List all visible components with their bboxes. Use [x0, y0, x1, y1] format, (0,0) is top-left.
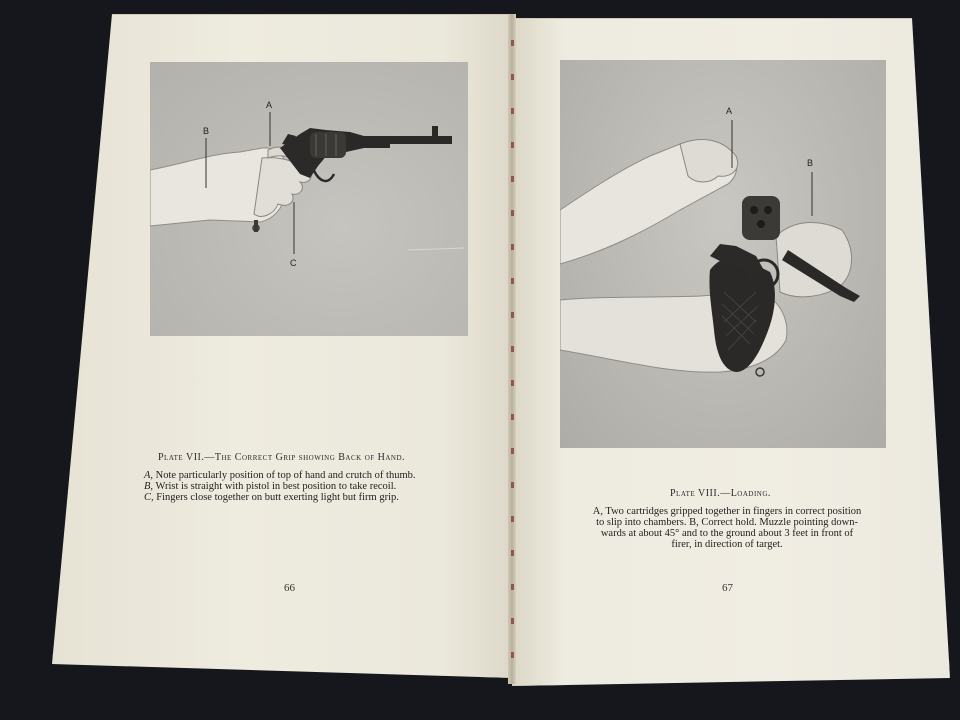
- callout-b: B: [807, 158, 814, 168]
- plate-viii-caption-body: [562, 506, 892, 550]
- caption-line-b: [144, 481, 460, 492]
- caption-key: A,: [144, 470, 154, 481]
- plate-viii-photo: [560, 60, 886, 448]
- plate-vii-caption-body: [144, 470, 460, 503]
- caption-line: wards at about 45° and to the ground about 3 feet in front of: [600, 528, 854, 539]
- caption-line: A, Two cartridges gripped together in fingers in correct position: [592, 506, 862, 517]
- callout-a: A: [266, 100, 273, 110]
- binding-thread: [511, 40, 514, 660]
- caption-key: C,: [144, 492, 154, 503]
- caption-line-a: [144, 470, 460, 481]
- plate-vii-photo: [150, 62, 468, 336]
- caption-text: Note particularly position of top of hand and crutch of thumb.: [153, 470, 416, 481]
- callout-a: A: [726, 106, 733, 116]
- loading-illustration: [560, 60, 886, 448]
- page-number-right: 67: [722, 582, 733, 594]
- grip-illustration: [150, 62, 468, 336]
- caption-line-c: [144, 492, 460, 503]
- page-number-left: 66: [284, 582, 295, 594]
- callout-b: B: [203, 126, 210, 136]
- caption-line: firer, in direction of target.: [671, 539, 783, 550]
- caption-key: B,: [144, 481, 154, 492]
- plate-vii-caption-title: Plate VII.—The Correct Grip showing Back of Hand.: [158, 452, 406, 463]
- callout-c: C: [290, 258, 297, 268]
- caption-line: to slip into chambers. B, Correct hold. Muzzle pointing down-: [596, 517, 858, 528]
- plate-viii-caption-title: Plate VIII.—Loading.: [670, 488, 771, 499]
- caption-text: Wrist is straight with pistol in best position to take recoil.: [153, 481, 397, 492]
- caption-text: Fingers close together on butt exerting light but firm grip.: [153, 492, 399, 503]
